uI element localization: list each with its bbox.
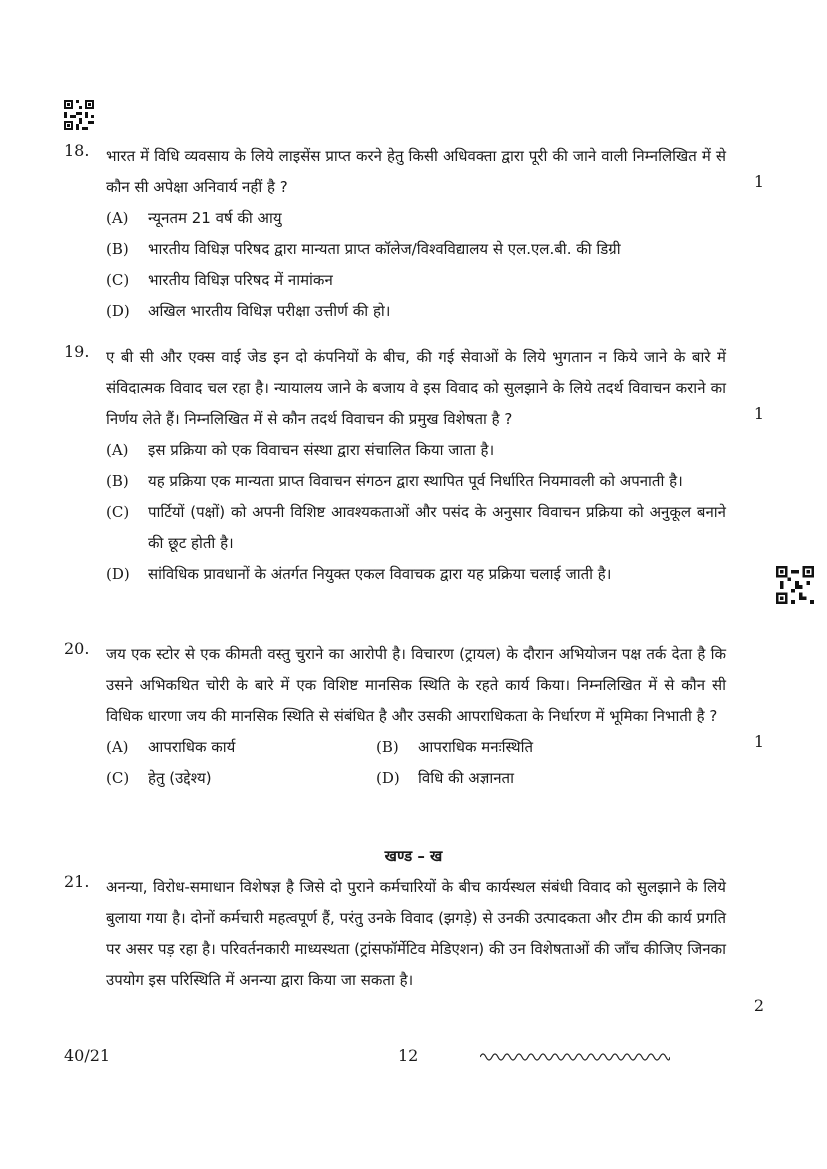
question-text: जय एक स्टोर से एक कीमती वस्तु चुराने का आरोपी है। विचारण (ट्रायल) के दौरान अभियोजन पक्ष तर्क देता है कि उसने अभिकथित चोरी के बारे में एक विशिष्ट मानसिक स्थिति के रहते कार्य किया। निम्नलिखित में से कौन सी विधिक धारणा जय की मानसिक स्थिति से संबंधित है और उसकी आपराधिकता के निर्धारण में भूमिका निभाती है ?: [106, 645, 726, 725]
option-d: [106, 559, 726, 590]
option-text: पार्टियों (पक्षों) को अपनी विशिष्ट आवश्यकताओं और पसंद के अनुसार विवाचन प्रक्रिया को अनुकूल बनाने की छूट होती है।: [148, 503, 726, 552]
question-number: 20.: [64, 639, 90, 658]
option-label: (C): [106, 271, 130, 289]
option-list: [106, 203, 726, 327]
question-marks: 1: [753, 732, 764, 751]
option-label: (B): [106, 240, 129, 258]
section-title: खण्ड – ख: [384, 847, 443, 865]
option-a: [106, 203, 726, 234]
option-c: [106, 265, 726, 296]
option-c: [106, 763, 376, 794]
option-text: हेतु (उद्देश्य): [148, 769, 212, 787]
option-list: [106, 435, 726, 590]
option-label: (C): [106, 503, 130, 521]
option-text: इस प्रक्रिया को एक विवाचन संस्था द्वारा संचालित किया जाता है।: [148, 441, 495, 459]
option-text: विधि की अज्ञानता: [418, 769, 514, 787]
qr-code-icon: [64, 100, 94, 130]
option-text: भारतीय विधिज्ञ परिषद में नामांकन: [148, 271, 333, 289]
option-a: [106, 732, 376, 763]
option-label: (A): [106, 441, 129, 459]
question-20: [64, 639, 764, 794]
option-b: [106, 234, 726, 265]
question-marks: 1: [753, 172, 764, 191]
question-number: 18.: [64, 141, 90, 160]
option-label: (B): [376, 738, 399, 756]
option-text: अखिल भारतीय विधिज्ञ परीक्षा उत्तीर्ण की हो।: [148, 302, 391, 320]
option-text: भारतीय विधिज्ञ परिषद द्वारा मान्यता प्राप्त कॉलेज/विश्वविद्यालय से एल.एल.बी. की डिग्री: [148, 240, 621, 258]
option-a: [106, 435, 726, 466]
option-text: सांविधिक प्रावधानों के अंतर्गत नियुक्त एकल विवाचक द्वारा यह प्रक्रिया चलाई जाती है।: [148, 565, 612, 583]
option-b: [376, 732, 646, 763]
option-d: [106, 296, 726, 327]
question-number: 19.: [64, 342, 90, 361]
question-21: [64, 872, 764, 1015]
wavy-line-decoration: [480, 1050, 670, 1064]
question-19: [64, 342, 764, 590]
option-text: आपराधिक मनःस्थिति: [418, 738, 534, 756]
question-marks: 1: [753, 404, 764, 423]
option-label: (D): [106, 302, 130, 320]
option-label: (B): [106, 472, 129, 490]
question-marks: 2: [753, 996, 764, 1015]
question-text: ए बी सी और एक्स वाई जेड इन दो कंपनियों के बीच, की गई सेवाओं के लिये भुगतान न किये जाने के बारे में संविदात्मक विवाद चल रहा है। न्यायालय जाने के बजाय वे इस विवाद को सुलझाने के लिये तदर्थ विवाचन कराने का निर्णय लेते हैं। निम्नलिखित में से कौन तदर्थ विवाचन की प्रमुख विशेषता है ?: [106, 348, 726, 428]
option-label: (D): [376, 769, 400, 787]
option-text: न्यूनतम 21 वर्ष की आयु: [148, 209, 282, 227]
question-18: [64, 141, 764, 327]
option-label: (A): [106, 738, 129, 756]
option-c: [106, 497, 726, 559]
page-number: 12: [398, 1046, 419, 1065]
question-number: 21.: [64, 872, 90, 891]
option-label: (C): [106, 769, 130, 787]
question-text: भारत में विधि व्यवसाय के लिये लाइसेंस प्राप्त करने हेतु किसी अधिवक्ता द्वारा पूरी की जाने वाली निम्नलिखित में से कौन सी अपेक्षा अनिवार्य नहीं है ?: [106, 147, 726, 196]
option-b: [106, 466, 726, 497]
option-label: (D): [106, 565, 130, 583]
question-text: अनन्या, विरोध-समाधान विशेषज्ञ है जिसे दो पुराने कर्मचारियों के बीच कार्यस्थल संबंधी विवाद को सुलझाने के लिये बुलाया गया है। दोनों कर्मचारी महत्वपूर्ण हैं, परंतु उनके विवाद (झगड़े) से उनकी उत्पादकता और टीम की कार्य प्रगति पर असर पड़ रहा है। परिवर्तनकारी माध्यस्थता (ट्रांसफॉर्मेटिव मेडिएशन) की उन विशेषताओं की जाँच कीजिए जिनका उपयोग इस परिस्थिति में अनन्या द्वारा किया जा सकता है।: [106, 878, 726, 989]
paper-code: 40/21: [64, 1046, 111, 1065]
option-text: आपराधिक कार्य: [148, 738, 236, 756]
option-label: (A): [106, 209, 129, 227]
option-d: [376, 763, 646, 794]
qr-code-icon: [776, 566, 814, 604]
option-list: [106, 732, 726, 794]
option-text: यह प्रक्रिया एक मान्यता प्राप्त विवाचन संगठन द्वारा स्थापित पूर्व निर्धारित नियमावली को अपनाती है।: [148, 472, 683, 490]
